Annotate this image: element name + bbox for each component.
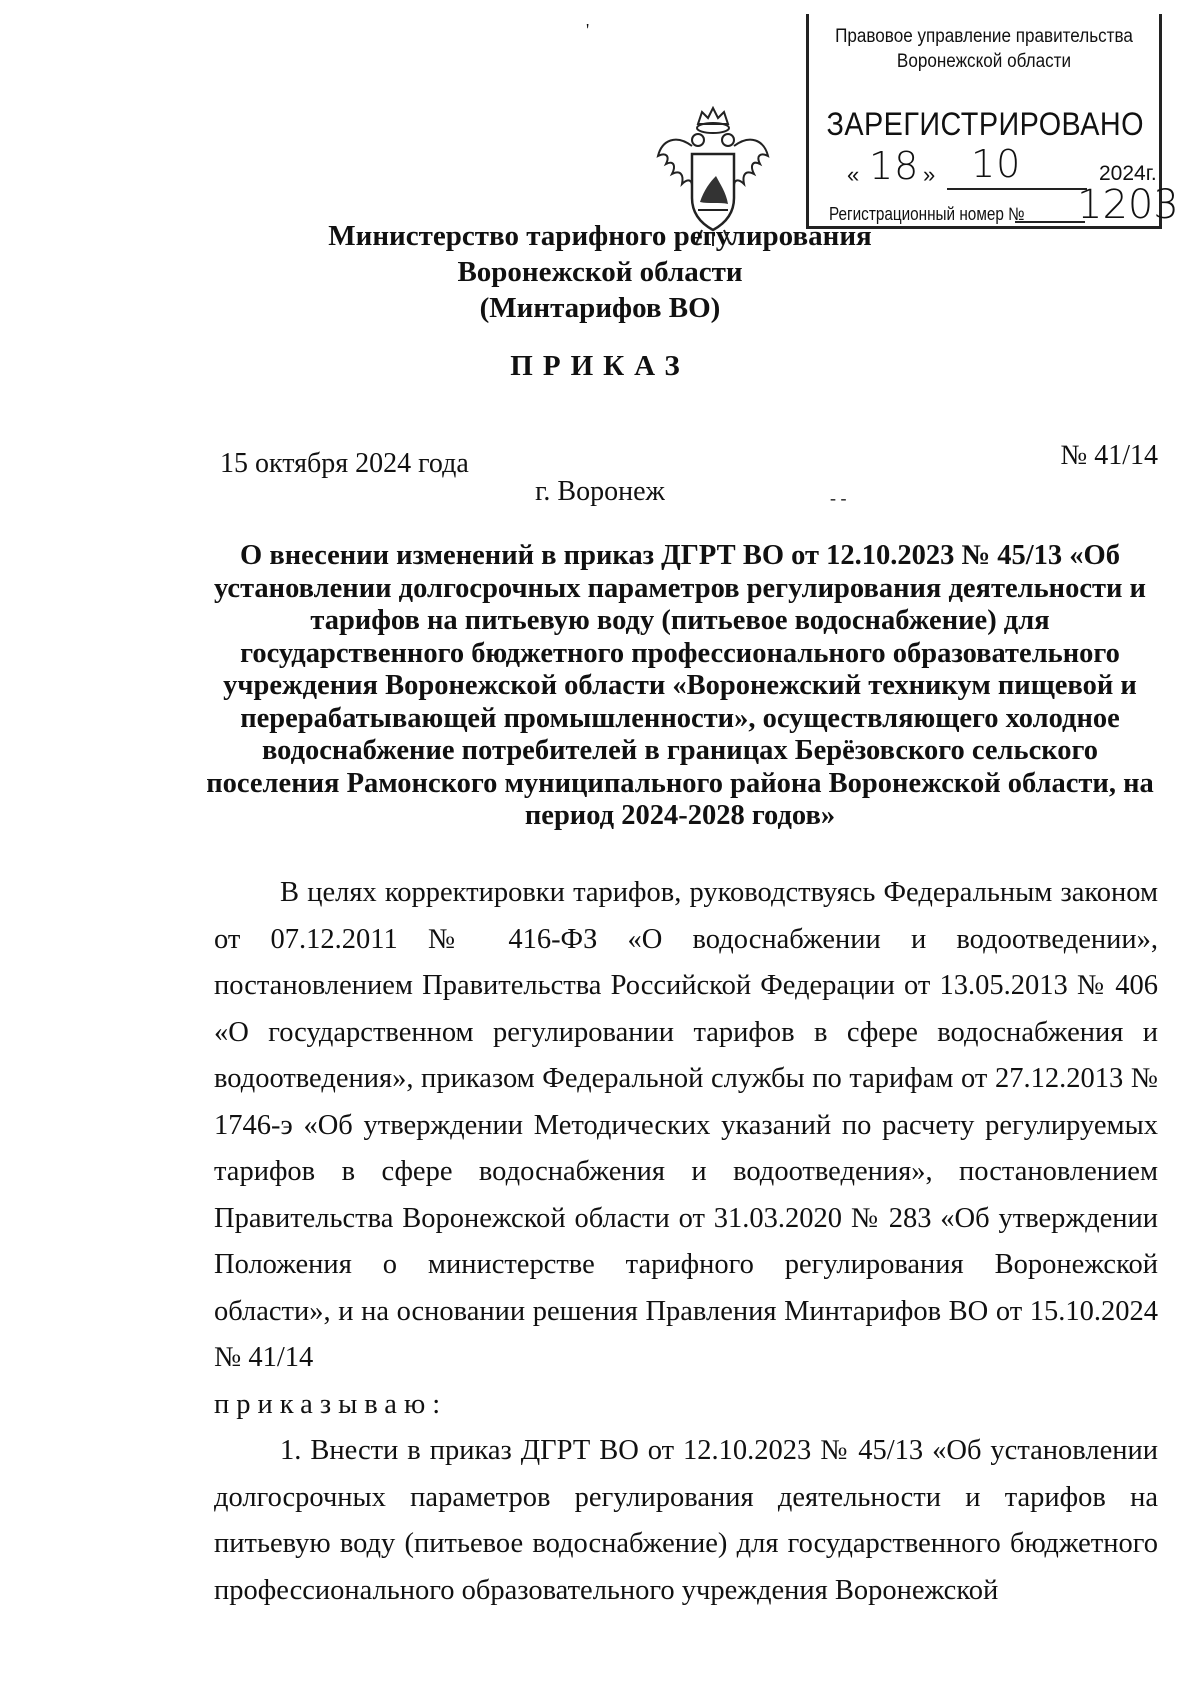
stamp-year: 2024г. <box>1099 162 1157 185</box>
document-date: 15 октября 2024 года <box>220 448 469 479</box>
ministry-line1: Министерство тарифного регулирования <box>328 220 872 252</box>
preamble-paragraph: В целях корректировки тарифов, руководствуясь Федеральным законом от 07.12.2011 № 416-ФЗ «О водоснабжении и водоотведении», постановлением Правительства Российской Федерации от 13.05.2013 № 406 «О государственном регулировании тарифов в сфере водоснабжения и водоотведения», приказом Федеральной службы по тарифам от 27.12.2013 № 1746-э «Об утверждении Методических указаний по расчету регулируемых тарифов в сфере водоснабжения и водоотведения», постановлением Правительства Воронежской области от 31.03.2020 № 283 «Об утверждении Положения о министерстве тарифного регулирования Воронежской области», и на основании решения Правления Минтарифов ВО от 15.10.2024 № 41/14 <box>214 877 1158 1373</box>
stamp-reg-number-label: Регистрационный номер № <box>829 204 1025 224</box>
stamp-quote-close: » <box>923 162 936 187</box>
order-item-1: 1. Внести в приказ ДГРТ ВО от 12.10.2023 № 45/13 «Об установлении долгосрочных параметров регулирования деятельности и тарифов на питьевую воду (питьевое водоснабжение) для государственного бюджетного профессионального образовательного учреждения Воронежской <box>214 1435 1158 1606</box>
stamp-org-line1: Правовое управление правительства <box>835 26 1133 47</box>
stamp-month: 10 <box>971 142 1022 186</box>
ministry-line3: (Минтарифов ВО) <box>479 292 721 324</box>
registration-stamp <box>806 14 1179 229</box>
document-title: О внесении изменений в приказ ДГРТ ВО от 12.10.2023 № 45/13 «Об установлении долгосрочных параметров регулирования деятельности и тарифов на питьевую воду (питьевое водоснабжение) для государственного бюджетного профессионального образовательного учреждения Воронежской области «Воронежский техникум пищевой и перерабатывающей промышленности», осуществляющего холодное водоснабжение потребителей в границах Берёзовского сельского поселения Рамонского муниципального района Воронежской области, на период 2024-2028 годов» <box>206 540 1154 831</box>
stamp-month-underline <box>947 188 1087 190</box>
scan-mark-top: ' <box>586 20 590 40</box>
scan-mark: - - <box>830 488 847 508</box>
order-word: приказываю: <box>214 1388 448 1420</box>
stamp-day: 18 <box>869 144 920 188</box>
ministry-name <box>0 218 1200 326</box>
document-city: г. Воронеж <box>535 476 665 507</box>
stamp-org-line2: Воронежской области <box>896 51 1072 72</box>
document-type-heading: ПРИКАЗ <box>510 350 690 382</box>
document-body <box>214 870 1158 1614</box>
document-number: № 41/14 <box>1060 440 1158 471</box>
ministry-line2: Воронежской области <box>457 256 743 288</box>
stamp-quote-open: « <box>847 162 860 187</box>
stamp-registered-label: ЗАРЕГИСТРИРОВАНО <box>826 106 1145 142</box>
stamp-organization <box>827 24 1142 74</box>
stamp-reg-number: 1203 <box>1077 182 1179 228</box>
